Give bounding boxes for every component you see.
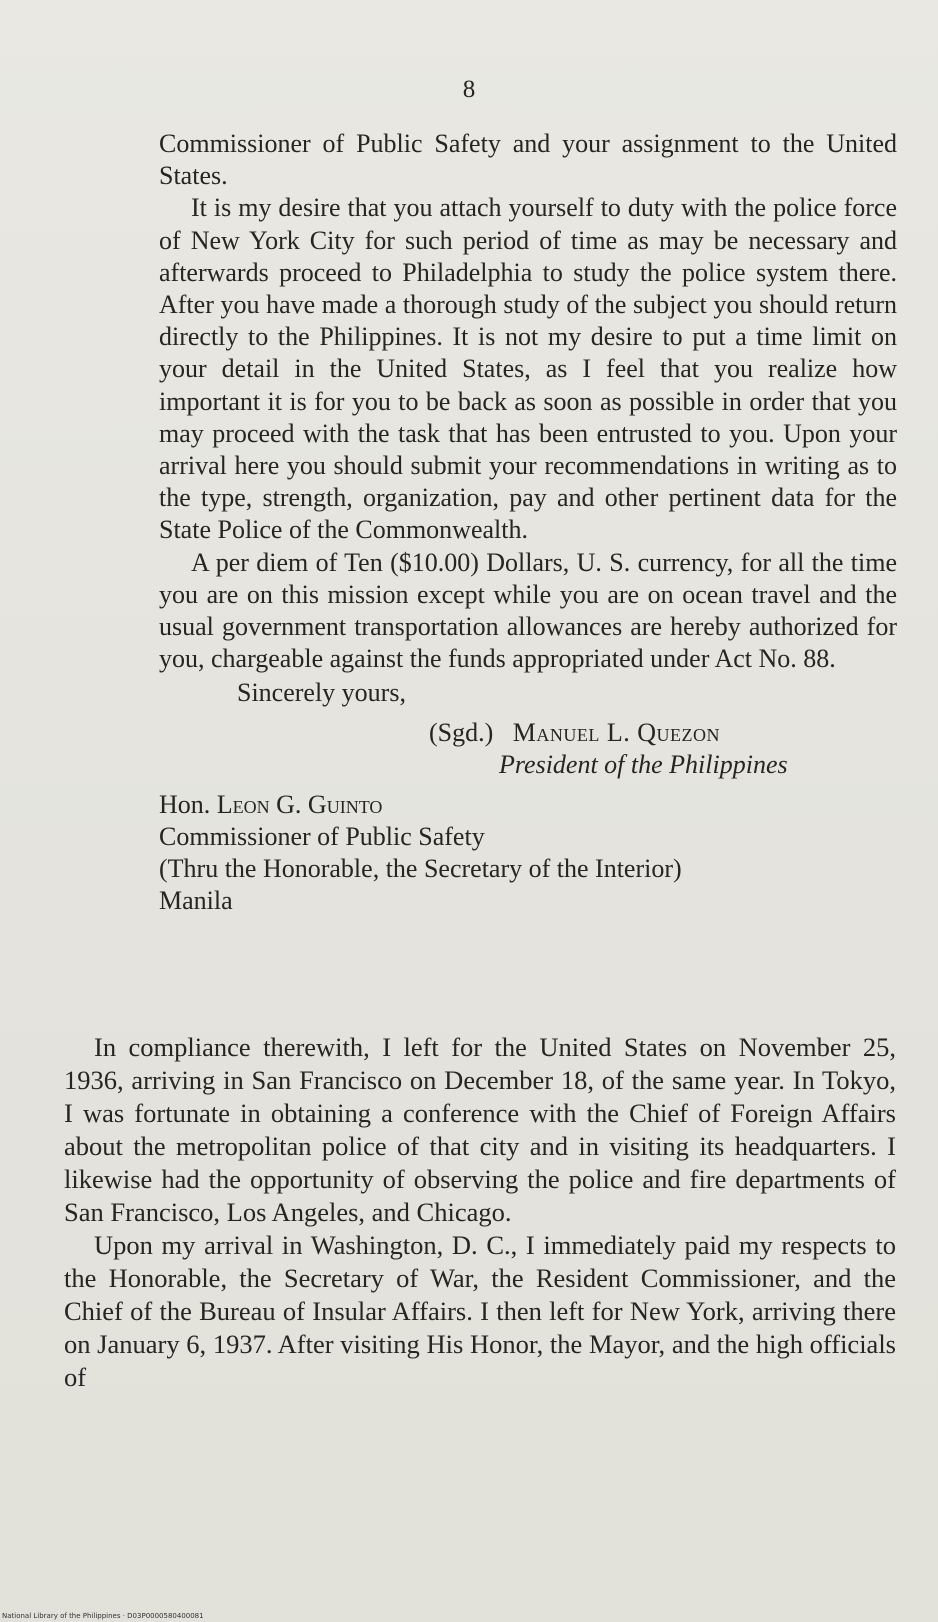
signature-name: Manuel L. Quezon bbox=[512, 718, 721, 748]
report-body bbox=[64, 1031, 896, 1394]
page-number: 8 bbox=[462, 76, 476, 103]
addressee-name-line bbox=[159, 789, 897, 821]
letter-paragraph: It is my desire that you attach yourself to duty with the police force of New York City for such period of time as may be necessary and afterwards proceed to Philadelphia to study the police system there. After you have made a thorough study of the subject you should return directly to the Philippines. It is not my desire to put a time limit on your detail in the United States, as I feel that you realize how important it is for you to be back as soon as possible in order that you may proceed with the task that has been entrusted to you. Upon your arrival here you should submit your recommendations in writing as to the type, strength, organization, pay and other pertinent data for the State Police of the Commonwealth. bbox=[159, 193, 897, 545]
signature-title: President of the Philippines bbox=[499, 750, 788, 780]
addressee-honorific: Hon. bbox=[159, 790, 211, 820]
letter-body bbox=[159, 128, 897, 917]
addressee-block bbox=[159, 789, 897, 917]
signature-line bbox=[429, 717, 897, 749]
report-paragraph: In compliance therewith, I left for the United States on November 25, 1936, arriving in San Francisco on December 18, of the same year. In Tokyo, I was fortunate in obtaining a conference with the Chief of Foreign Affairs about the metropolitan police of that city and in visiting its headquarters. I likewise had the opportunity of observing the police and fire departments of San Francisco, Los Angeles, and Chicago. bbox=[64, 1032, 896, 1227]
addressee-city: Manila bbox=[159, 886, 233, 916]
report-paragraph: Upon my arrival in Washington, D. C., I immediately paid my respects to the Honorable, the Secretary of War, the Resident Commissioner, and the Chief of the Bureau of Insular Affairs. I then left for New York, arriving there on January 6, 1937. After visiting His Honor, the Mayor, and the high officials of bbox=[64, 1230, 896, 1392]
letter-paragraph: Commissioner of Public Safety and your assignment to the United States. bbox=[159, 129, 897, 191]
addressee-via: (Thru the Honorable, the Secretary of the Interior) bbox=[159, 854, 682, 884]
scan-footer-note: National Library of the Philippines · D03P0000580400081 bbox=[2, 1612, 204, 1620]
addressee-name: Leon G. Guinto bbox=[216, 790, 383, 820]
signature-prefix: (Sgd.) bbox=[429, 718, 494, 748]
addressee-title: Commissioner of Public Safety bbox=[159, 822, 485, 852]
letter-closing: Sincerely yours, bbox=[237, 678, 406, 708]
letter-paragraph: A per diem of Ten ($10.00) Dollars, U. S. currency, for all the time you are on this mission except while you are on ocean travel and the usual government transportation allowances are hereby authorized for you, chargeable against the funds appropriated under Act No. 88. bbox=[159, 547, 897, 674]
